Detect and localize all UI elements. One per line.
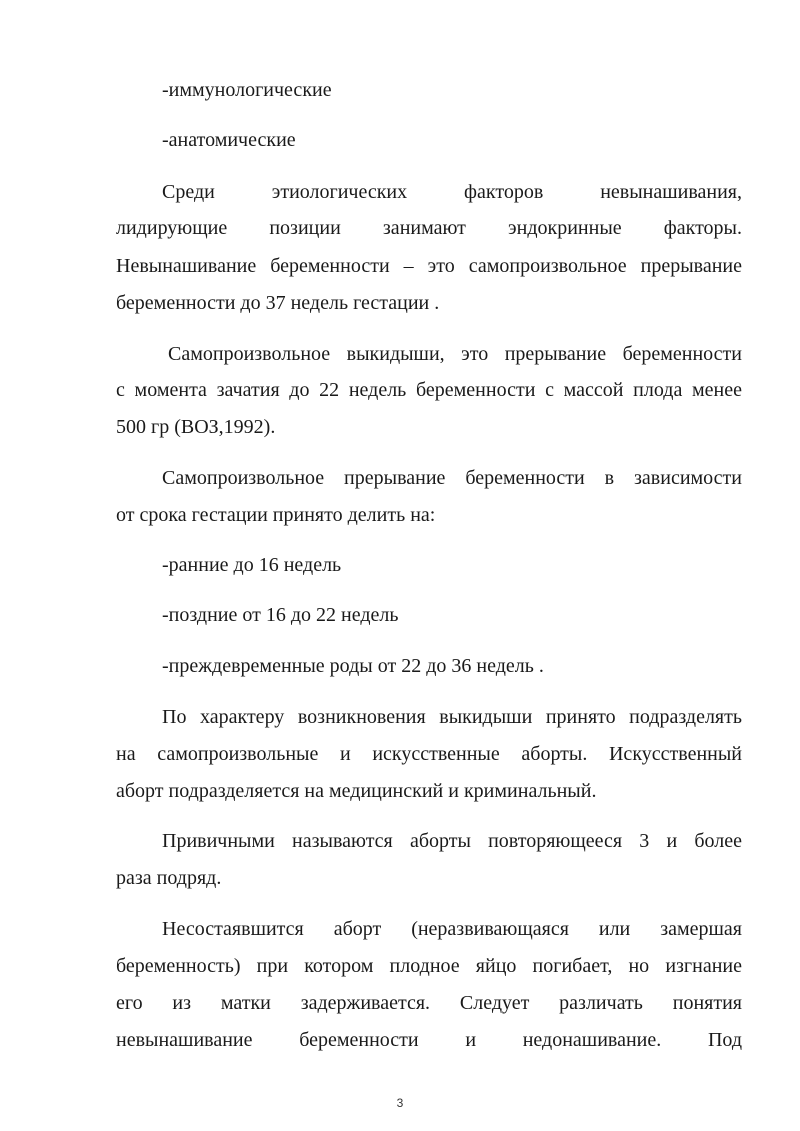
text-line: Среди этиологических факторов невынашивания, xyxy=(162,181,742,203)
text-line: с момента зачатия до 22 недель беременности с массой плода менее xyxy=(116,379,742,401)
page-number: 3 xyxy=(396,1096,404,1110)
text-line: Привичными называются аборты повторяющееся 3 и более xyxy=(162,830,742,852)
text-line: аборт подразделяется на медицинский и криминальный. xyxy=(116,780,597,802)
text-line: 500 гр (ВОЗ,1992). xyxy=(116,416,276,438)
text-line: Невынашивание беременности – это самопроизвольное прерывание xyxy=(116,255,742,277)
text-line: -ранние до 16 недель xyxy=(162,554,342,576)
text-line: -иммунологические xyxy=(162,79,332,101)
text-line: его из матки задерживается. Следует различать понятия xyxy=(116,992,742,1014)
text-line: -поздние от 16 до 22 недель xyxy=(162,604,399,626)
text-line: -анатомические xyxy=(162,129,296,151)
text-line: на самопроизвольные и искусственные аборты. Искусственный xyxy=(116,743,742,765)
text-line: По характеру возникновения выкидыши принято подразделять xyxy=(162,706,742,728)
text-line: Самопроизвольное прерывание беременности в зависимости xyxy=(162,467,742,489)
text-line: беременность) при котором плодное яйцо погибает, но изгнание xyxy=(116,955,742,977)
text-line: Самопроизвольное выкидыши, это прерывание беременности xyxy=(168,343,742,365)
text-line: -преждевременные роды от 22 до 36 недель . xyxy=(162,655,544,677)
text-line: лидирующие позиции занимают эндокринные факторы. xyxy=(116,217,742,239)
text-line: невынашивание беременности и недонашивание. Под xyxy=(116,1029,742,1051)
text-line: беременности до 37 недель гестации . xyxy=(116,292,440,314)
text-line: Несостаявшится аборт (неразвивающаяся или замершая xyxy=(162,918,742,940)
text-line: от срока гестации принято делить на: xyxy=(116,504,436,526)
text-line: раза подряд. xyxy=(116,867,222,889)
